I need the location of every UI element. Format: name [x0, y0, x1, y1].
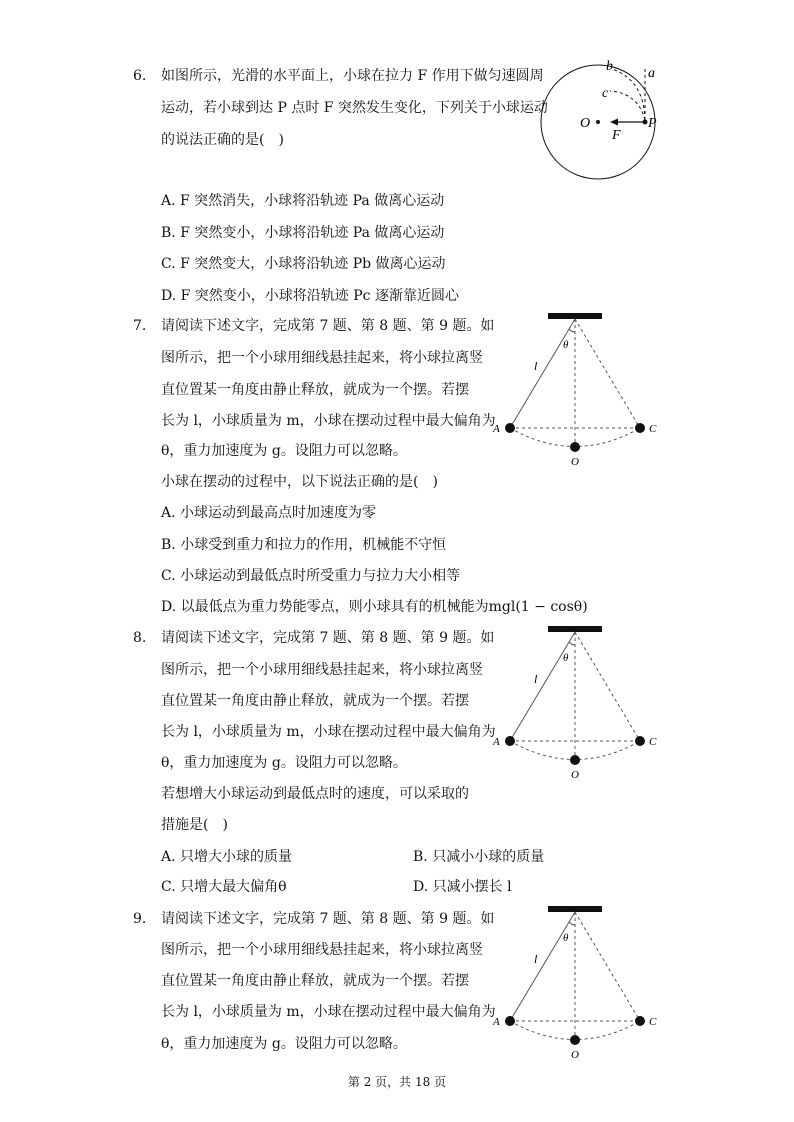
label-O: O [571, 456, 579, 468]
label-c: c [602, 86, 609, 101]
question-9-stem-line: 直位置某一角度由静止释放，就成为一个摆。若摆 [161, 973, 469, 989]
question-6-stem-line: 运动，若小球到达 P 点时 F 突然发生变化，下列关于小球运动 [161, 100, 548, 116]
ceiling-bar [548, 626, 602, 632]
question-6-stem-line: 的说法正确的是( ) [161, 132, 284, 148]
question-8-stem-line: 措施是( ) [161, 817, 228, 833]
question-6-stem-line: 如图所示，光滑的水平面上，小球在拉力 F 作用下做匀速圆周 [161, 68, 544, 84]
question-8-option-c: C. 只增大最大偏角θ [161, 879, 287, 895]
label-P: P [648, 116, 657, 131]
question-9-number: 9. [133, 911, 147, 927]
question-6-option-d: D. F 突然变小，小球将沿轨迹 Pc 逐渐靠近圆心 [161, 288, 459, 304]
question-7-option-c: C. 小球运动到最低点时所受重力与拉力大小相等 [161, 568, 461, 584]
label-F: F [612, 128, 621, 143]
arrowhead-icon [610, 119, 618, 126]
ball-A [505, 736, 515, 746]
label-theta: θ [563, 932, 569, 944]
angle-arc [569, 329, 575, 332]
pendulum-string [510, 912, 575, 1021]
label-theta: θ [563, 652, 569, 664]
right-dashed-string [575, 632, 640, 741]
pendulum-string [510, 632, 575, 741]
question-8-option-b: B. 只减小小球的质量 [413, 849, 545, 865]
right-dashed-string [575, 319, 640, 428]
question-8-stem-line: 若想增大小球运动到最低点时的速度，可以采取的 [161, 786, 469, 802]
label-a: a [648, 66, 655, 81]
question-8-stem-line: 请阅读下述文字，完成第 7 题、第 8 题、第 9 题。如 [161, 630, 495, 646]
question-6-option-c: C. F 突然变大，小球将沿轨迹 Pb 做离心运动 [161, 256, 446, 272]
ball-O [570, 1035, 580, 1045]
label-A: A [493, 1016, 500, 1028]
question-7-option-d: D. 以最低点为重力势能零点，则小球具有的机械能为mgl(1 − cosθ) [161, 599, 588, 615]
label-l: l [534, 359, 538, 373]
angle-arc [569, 642, 575, 645]
ceiling-bar [548, 906, 602, 912]
label-O: O [580, 116, 591, 131]
right-dashed-string [575, 912, 640, 1021]
question-9-stem-line: 请阅读下述文字，完成第 7 题、第 8 题、第 9 题。如 [161, 911, 495, 927]
label-O: O [571, 769, 579, 781]
question-6-number: 6. [133, 68, 147, 84]
label-b: b [606, 59, 613, 74]
question-7-option-a: A. 小球运动到最高点时加速度为零 [161, 505, 377, 521]
question-8-stem-line: 直位置某一角度由静止释放，就成为一个摆。若摆 [161, 693, 469, 709]
label-A: A [493, 736, 500, 748]
pendulum-figure [490, 622, 670, 782]
ball-O [570, 755, 580, 765]
question-6-option-a: A. F 突然消失，小球将沿轨迹 Pa 做离心运动 [161, 193, 445, 209]
question-6-option-b: B. F 突然变小，小球将沿轨迹 Pa 做离心运动 [161, 225, 445, 241]
circular-motion-figure [540, 55, 670, 205]
question-9-stem-line: θ，重力加速度为 g。设阻力可以忽略。 [161, 1036, 407, 1052]
label-C: C [649, 1016, 657, 1028]
pendulum-figure [490, 309, 670, 469]
question-9-stem-line: 长为 l，小球质量为 m，小球在摆动过程中最大偏角为 [161, 1004, 496, 1020]
label-O: O [571, 1049, 579, 1061]
question-7-stem-line: 请阅读下述文字，完成第 7 题、第 8 题、第 9 题。如 [161, 318, 495, 334]
trajectory-c [610, 91, 645, 120]
trajectory-b [612, 69, 645, 120]
ball-C [635, 423, 645, 433]
label-l: l [534, 952, 538, 966]
question-8-stem-line: 图所示，把一个小球用细线悬挂起来，将小球拉离竖 [161, 662, 483, 678]
question-7-stem-line: 长为 l，小球质量为 m，小球在摆动过程中最大偏角为 [161, 413, 496, 429]
question-7-stem-line: 小球在摆动的过程中，以下说法正确的是( ) [161, 474, 438, 490]
label-l: l [534, 672, 538, 686]
center-point-O [596, 120, 600, 124]
question-7-stem-line: θ，重力加速度为 g。设阻力可以忽略。 [161, 443, 407, 459]
question-9-stem-line: 图所示，把一个小球用细线悬挂起来，将小球拉离竖 [161, 942, 483, 958]
question-7-number: 7. [133, 318, 147, 334]
question-8-number: 8. [133, 630, 147, 646]
angle-arc [569, 922, 575, 925]
ball-C [635, 736, 645, 746]
ceiling-bar [548, 313, 602, 319]
question-8-stem-line: θ，重力加速度为 g。设阻力可以忽略。 [161, 755, 407, 771]
label-A: A [493, 423, 500, 435]
ball-P [643, 120, 648, 125]
ball-C [635, 1016, 645, 1026]
ball-O [570, 442, 580, 452]
ball-A [505, 423, 515, 433]
question-8-option-a: A. 只增大小球的质量 [161, 849, 293, 865]
label-theta: θ [563, 339, 569, 351]
question-7-stem-line: 图所示，把一个小球用细线悬挂起来，将小球拉离竖 [161, 350, 483, 366]
label-C: C [649, 736, 657, 748]
question-8-stem-line: 长为 l，小球质量为 m，小球在摆动过程中最大偏角为 [161, 724, 496, 740]
page-footer: 第 2 页，共 18 页 [347, 1075, 447, 1089]
pendulum-figure [490, 902, 670, 1062]
ball-A [505, 1016, 515, 1026]
question-8-option-d: D. 只减小摆长 l [413, 879, 512, 895]
pendulum-string [510, 319, 575, 428]
question-7-option-b: B. 小球受到重力和拉力的作用，机械能不守恒 [161, 537, 447, 553]
question-7-stem-line: 直位置某一角度由静止释放，就成为一个摆。若摆 [161, 382, 469, 398]
label-C: C [649, 423, 657, 435]
